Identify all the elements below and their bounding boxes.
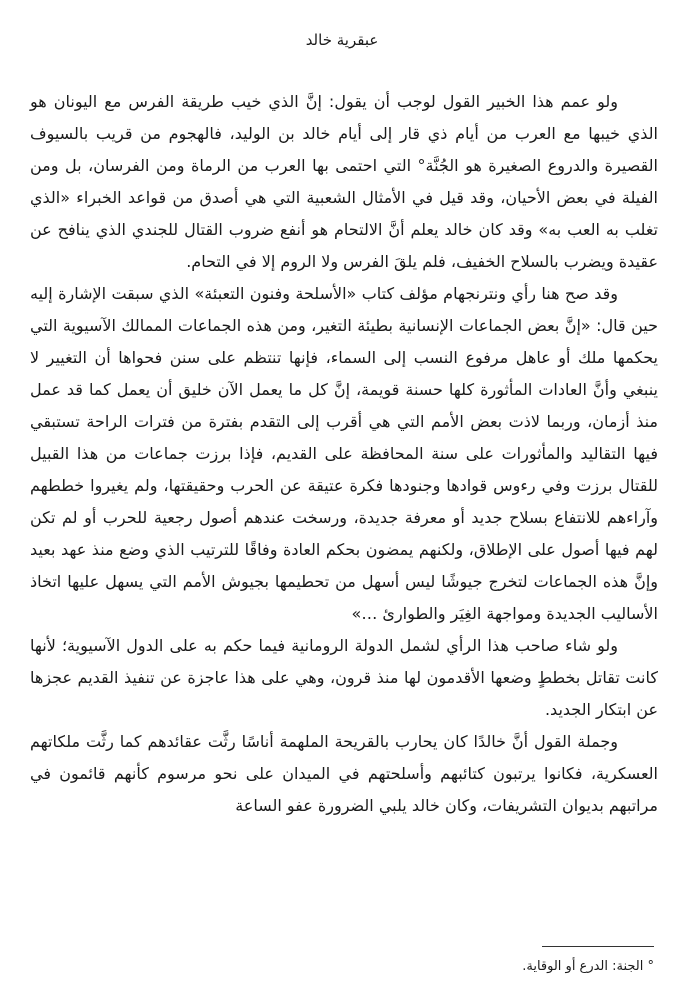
paragraph-1: ولو عمم هذا الخبير القول لوجب أن يقول: إنَّ الذي خيب طريقة الفرس مع اليونان هو الذي خيبها مع العرب من أيام ذي قار إلى أيام خالد بن الوليد، فالهجوم من قريب بالسيوف القصيرة والدروع الصغيرة هو الجُنَّة° التي احتمى بها العرب من الرماة ومن الفرسان، بل ومن الفيلة في بعض الأحيان، وقد قيل في الأمثال الشعبية التي هي أصدق من قواعد الخبراء «الذي تغلب به العب به» وقد كان خالد يعلم أنَّ الالتحام هو أنفع ضروب القتال للجندي الذي ينافح عن عقيدة ويضرب بالسلاح الخفيف، فلم يلقَ الفرس ولا الروم إلا في التحام. bbox=[30, 92, 658, 271]
paragraph-4: وجملة القول أنَّ خالدًا كان يحارب بالقريحة الملهمة أناسًا رثَّت عقائدهم كما رثَّت ملكاتهم العسكرية، فكانوا يرتبون كتائبهم وأسلحتهم في الميدان على نحو مرسوم كأنهم قائمون في مراتبهم بديوان التشريفات، وكان خالد يلبي الضرورة عفو الساعة bbox=[30, 732, 658, 815]
paragraph-3: ولو شاء صاحب هذا الرأي لشمل الدولة الرومانية فيما حكم به على الدول الآسيوية؛ لأنها كانت تقاتل بخططٍ وضعها الأقدمون لها منذ قرون، وهي على هذا عاجزة عن تنفيذ القديم عجزها عن ابتكار الجديد. bbox=[30, 636, 658, 719]
paragraph-2: وقد صح هنا رأي ونترنجهام مؤلف كتاب «الأسلحة وفنون التعبئة» الذي سبقت الإشارة إليه حين قال: «إنَّ بعض الجماعات الإنسانية بطيئة التغير، ومن هذه الجماعات الممالك الآسيوية التي يحكمها ملك أو عاهل مرفوع النسب إلى السماء، فإنها تنتظم على سنن فحواها أن التغيير لا ينبغي وأنَّ العادات المأثورة كلها حسنة قويمة، إنَّ كل ما يعمل الآن خليق أن يعمل كما قد عمل منذ أزمان، وربما لاذت بعض الأمم التي هي أقرب إلى التقدم بفترة من فترات الراحة تستبقي فيها التقاليد والمأثورات على سنة المحافظة على القديم، فإذا برزت جماعات من هذا القبيل للقتال برزت وفي رءوس قوادها وجنودها فكرة عتيقة عن الحرب وحقيقتها، ولم يغيروا خططهم وآراءهم للانتفاع بسلاح جديد أو معرفة جديدة، ورسخت عندهم أصول رجعية للحرب أو لم تكن لهم فيها أصول على الإطلاق، ولكنهم يمضون بحكم العادة وفاقًا للترتيب الذي وضع منذ عهد بعيد وإنَّ هذه الجماعات لتخرج جيوشًا ليس أسهل من تحطيمها بجيوش الأمم التي يسهل عليها اتخاذ الأساليب الجديدة ومواجهة الغِيَر والطوارئ …» bbox=[30, 284, 658, 623]
page-header-title: عبقرية خالد bbox=[305, 31, 379, 49]
footnote-divider bbox=[542, 946, 654, 947]
body-text bbox=[30, 86, 658, 822]
footnote: ° الجنة: الدرع أو الوقاية. bbox=[522, 959, 654, 974]
